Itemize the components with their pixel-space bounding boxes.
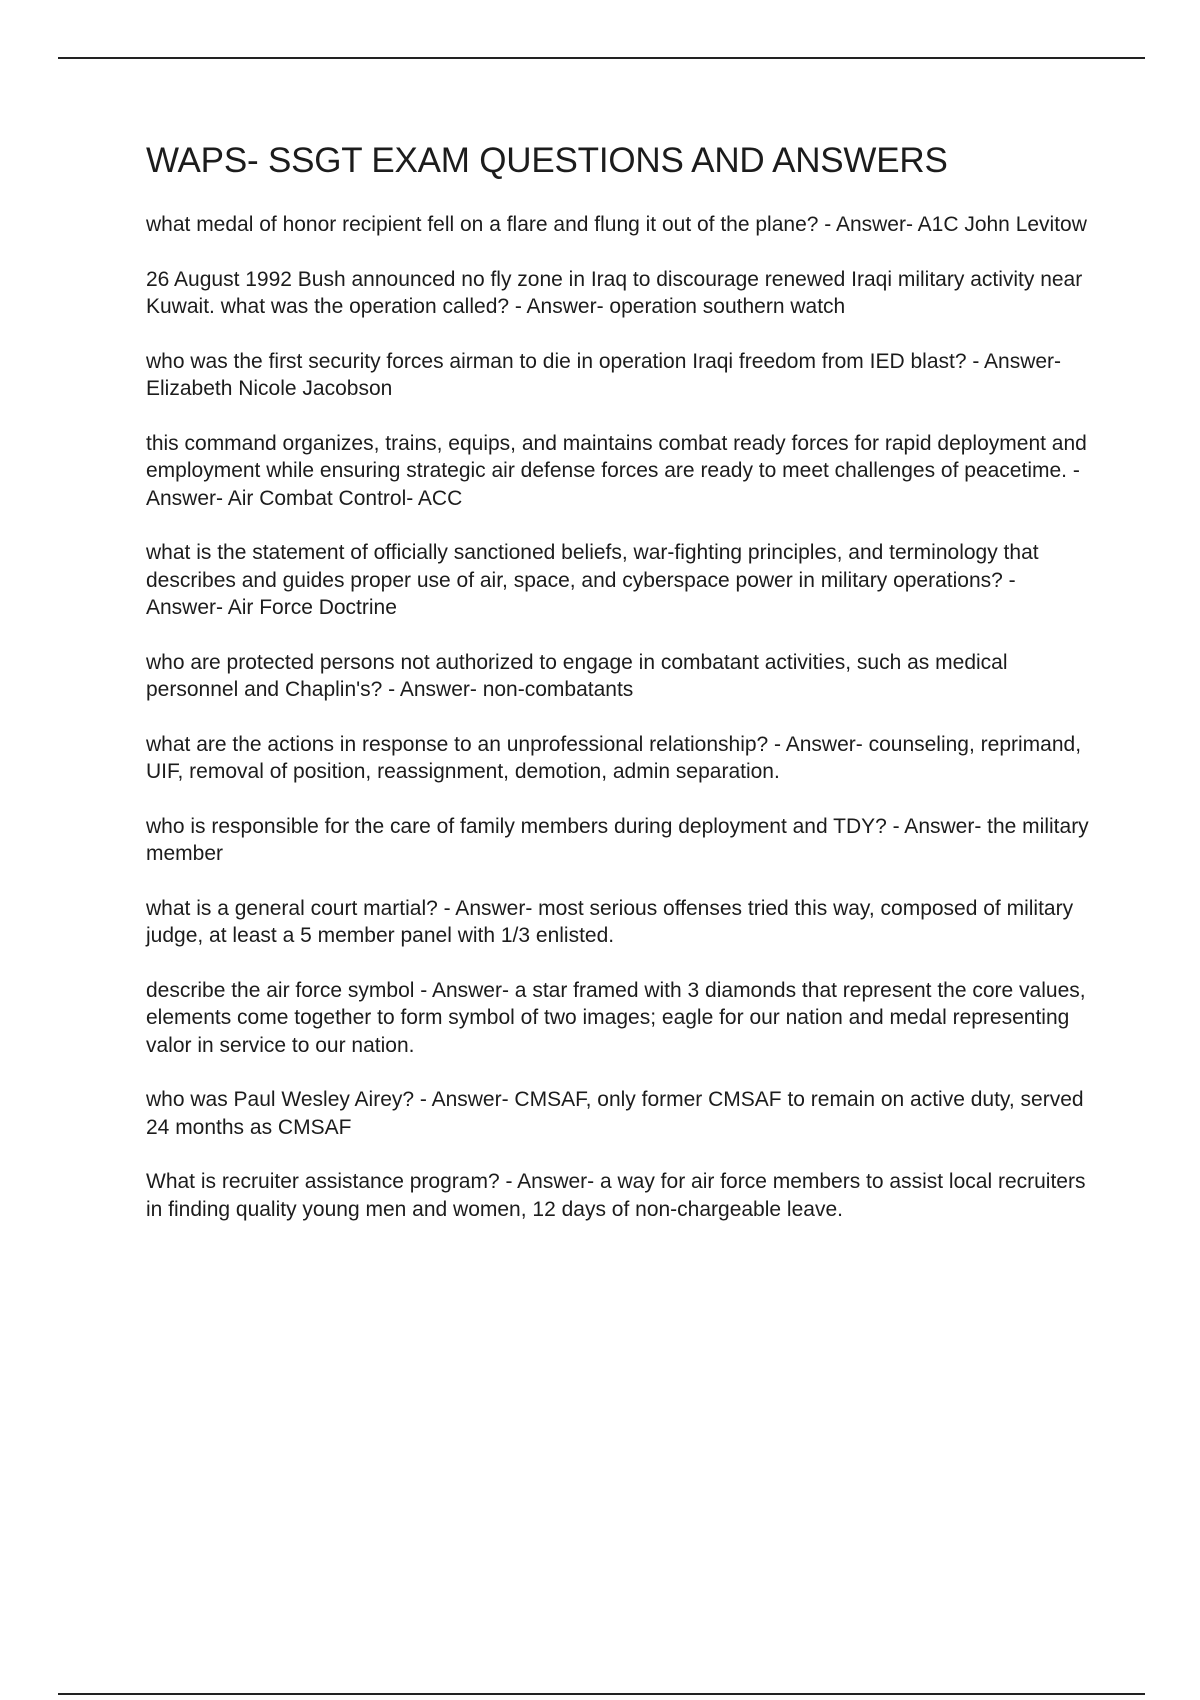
qa-entry: who was Paul Wesley Airey? - Answer- CMSAF, only former CMSAF to remain on active duty, served 24 months as CMSAF [146, 1088, 1084, 1139]
document-title: WAPS- SSGT EXAM QUESTIONS AND ANSWERS [146, 141, 948, 180]
qa-entry: what is the statement of officially sanctioned beliefs, war-fighting principles, and terminology that describes and guides proper use of air, space, and cyberspace power in military operations? - Answer- Air Force Doctrine [146, 541, 1039, 619]
top-rule [58, 57, 1145, 59]
document-body [146, 140, 1091, 1250]
qa-entry: what medal of honor recipient fell on a flare and flung it out of the plane? - Answer- A1C John Levitow [146, 213, 1087, 236]
qa-entry: who are protected persons not authorized to engage in combatant activities, such as medical personnel and Chaplin's? - Answer- non-combatants [146, 650, 1008, 701]
qa-entry: describe the air force symbol - Answer- a star framed with 3 diamonds that represent the core values, elements come together to form symbol of two images; eagle for our nation and medal representing valor in service to our nation. [146, 978, 1086, 1057]
qa-entry: what is a general court martial? - Answer- most serious offenses tried this way, composed of military judge, at least a 5 member panel with 1/3 enlisted. [146, 896, 1074, 947]
qa-entry: What is recruiter assistance program? - Answer- a way for air force members to assist local recruiters in finding quality young men and women, 12 days of non-chargeable leave. [146, 1170, 1086, 1221]
bottom-rule [58, 1693, 1145, 1695]
qa-entry: what are the actions in response to an unprofessional relationship? - Answer- counseling, reprimand, UIF, removal of position, reassignment, demotion, admin separation. [146, 732, 1082, 783]
qa-entry: 26 August 1992 Bush announced no fly zone in Iraq to discourage renewed Iraqi military activity near Kuwait. what was the operation called? - Answer- operation southern watch [146, 267, 1083, 318]
qa-entry: who is responsible for the care of family members during deployment and TDY? - Answer- the military member [146, 814, 1089, 865]
qa-entry: who was the first security forces airman to die in operation Iraqi freedom from IED blast? - Answer- Elizabeth Nicole Jacobson [146, 349, 1062, 400]
qa-entry: this command organizes, trains, equips, and maintains combat ready forces for rapid deployment and employment while ensuring strategic air defense forces are ready to meet challenges of peacetime. - Answer- Air Combat Control- ACC [146, 431, 1087, 510]
